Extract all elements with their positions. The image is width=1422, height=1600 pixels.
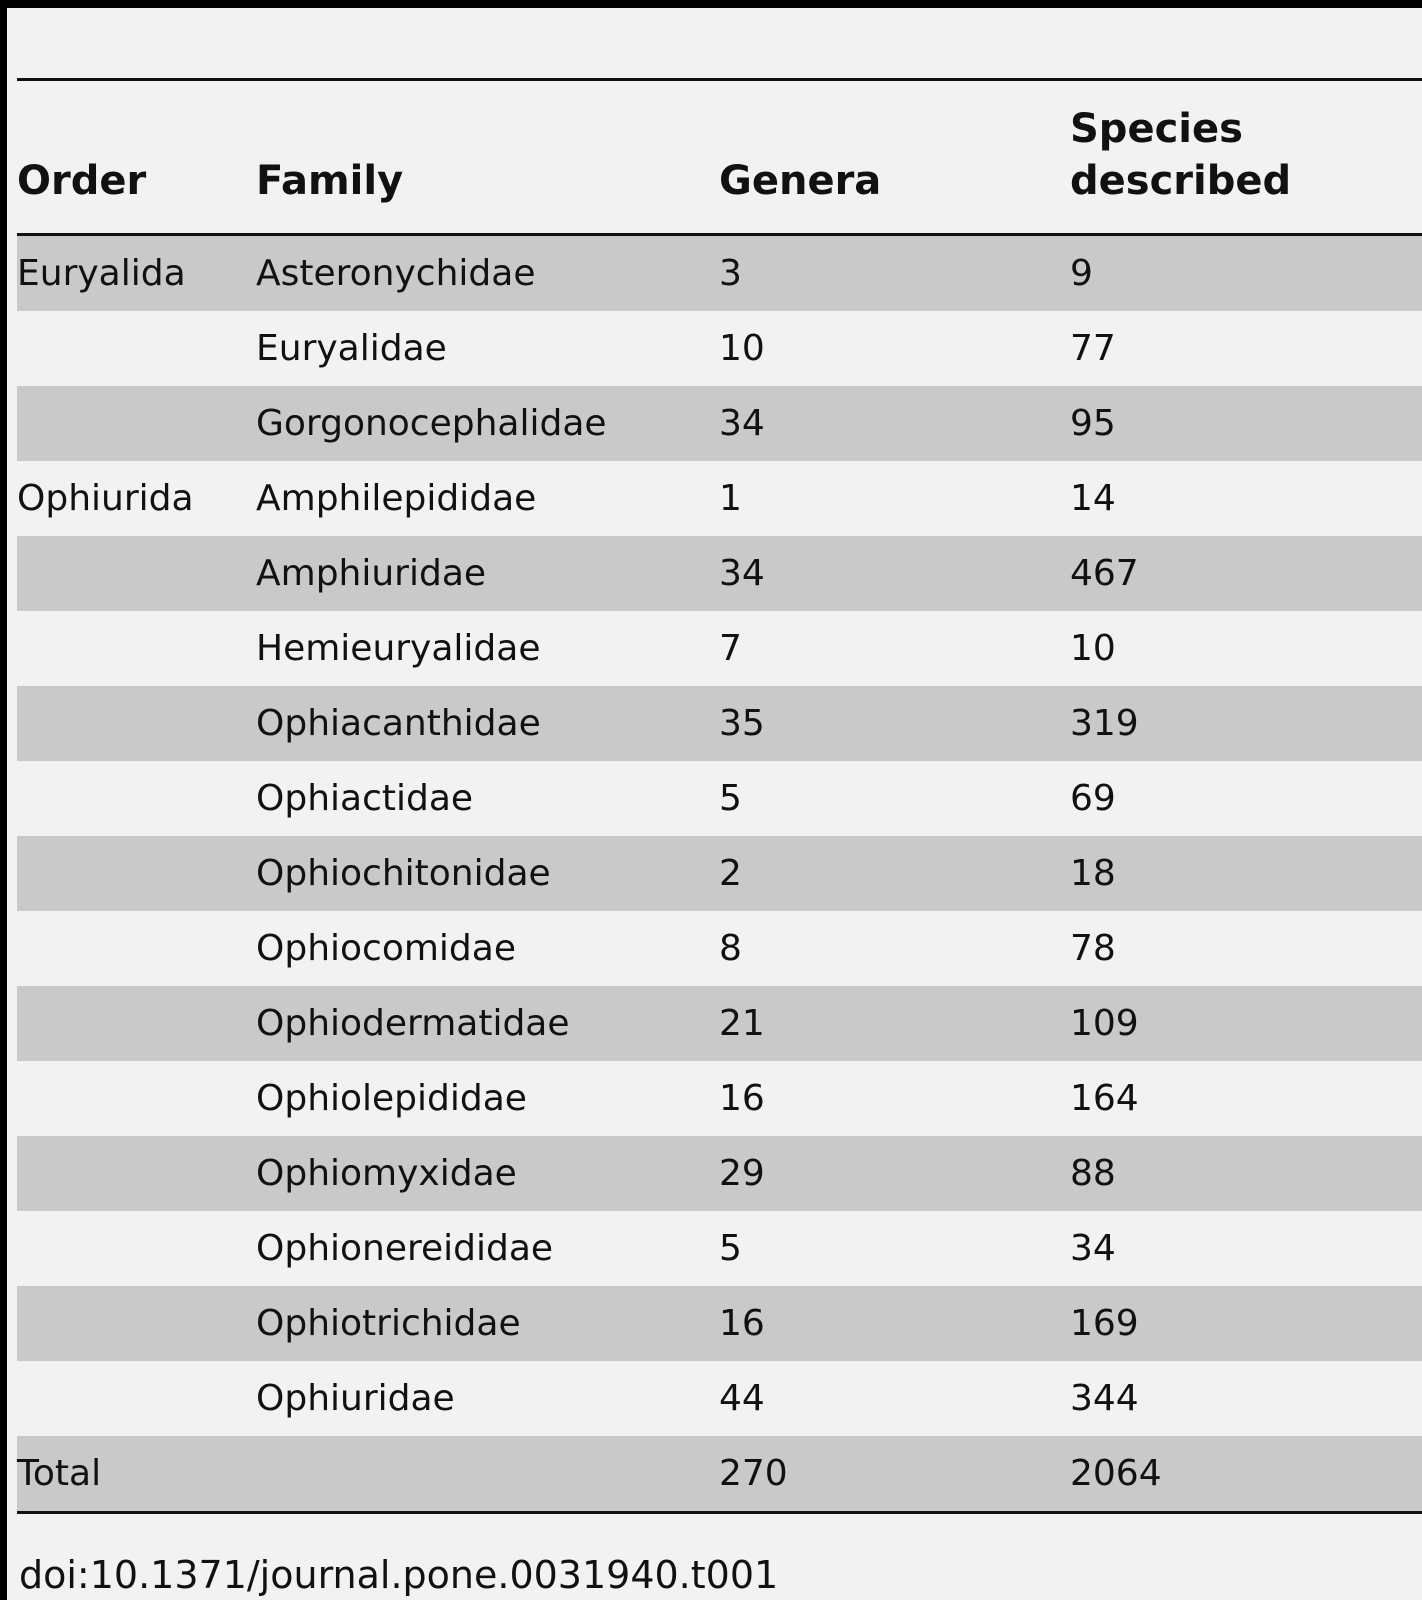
table-row — [17, 461, 1422, 536]
cell-species: 164 — [1070, 1078, 1139, 1119]
total-genera: 270 — [719, 1453, 788, 1494]
left-border — [0, 0, 7, 1600]
cell-family: Gorgonocephalidae — [256, 403, 607, 444]
cell-species: 34 — [1070, 1228, 1116, 1269]
cell-genera: 7 — [719, 628, 742, 669]
cell-species: 77 — [1070, 328, 1116, 369]
table-row — [17, 1211, 1422, 1286]
table-row — [17, 761, 1422, 836]
top-border — [0, 0, 1422, 8]
total-species: 2064 — [1070, 1453, 1162, 1494]
cell-species: 69 — [1070, 778, 1116, 819]
cell-genera: 3 — [719, 253, 742, 294]
cell-genera: 8 — [719, 928, 742, 969]
cell-genera: 21 — [719, 1003, 765, 1044]
cell-family: Ophiotrichidae — [256, 1303, 521, 1344]
cell-family: Ophiocomidae — [256, 928, 516, 969]
header-genera: Genera — [719, 158, 882, 204]
cell-species: 14 — [1070, 478, 1116, 519]
cell-species: 344 — [1070, 1378, 1139, 1419]
table-row — [17, 1361, 1422, 1436]
header-order: Order — [17, 158, 147, 204]
total-label: Total — [17, 1453, 102, 1494]
table-row — [17, 386, 1422, 461]
table-row — [17, 536, 1422, 611]
header-family: Family — [256, 158, 404, 204]
table-header — [17, 81, 1422, 236]
table-row — [17, 236, 1422, 311]
cell-family: Ophiomyxidae — [256, 1153, 517, 1194]
total-row — [17, 1436, 1422, 1514]
cell-species: 109 — [1070, 1003, 1139, 1044]
cell-family: Asteronychidae — [256, 253, 536, 294]
cell-species: 319 — [1070, 703, 1139, 744]
cell-species: 95 — [1070, 403, 1116, 444]
cell-genera: 5 — [719, 1228, 742, 1269]
cell-genera: 16 — [719, 1078, 765, 1119]
cell-family: Ophiuridae — [256, 1378, 455, 1419]
cell-genera: 16 — [719, 1303, 765, 1344]
cell-species: 18 — [1070, 853, 1116, 894]
cell-family: Hemieuryalidae — [256, 628, 541, 669]
taxonomy-table — [17, 78, 1422, 1514]
table-body — [17, 236, 1422, 1436]
table-row — [17, 986, 1422, 1061]
cell-order: Ophiurida — [17, 478, 194, 519]
table-row — [17, 311, 1422, 386]
cell-species: 78 — [1070, 928, 1116, 969]
cell-family: Ophiolepididae — [256, 1078, 527, 1119]
cell-species: 467 — [1070, 553, 1139, 594]
cell-genera: 10 — [719, 328, 765, 369]
cell-species: 9 — [1070, 253, 1093, 294]
cell-genera: 44 — [719, 1378, 765, 1419]
table-row — [17, 1286, 1422, 1361]
table-row — [17, 911, 1422, 986]
cell-genera: 34 — [719, 553, 765, 594]
header-species: Species described — [1070, 106, 1292, 204]
cell-species: 169 — [1070, 1303, 1139, 1344]
cell-genera: 29 — [719, 1153, 765, 1194]
cell-family: Amphilepididae — [256, 478, 537, 519]
cell-species: 88 — [1070, 1153, 1116, 1194]
cell-genera: 35 — [719, 703, 765, 744]
cell-family: Euryalidae — [256, 328, 447, 369]
cell-order: Euryalida — [17, 253, 186, 294]
cell-genera: 1 — [719, 478, 742, 519]
cell-species: 10 — [1070, 628, 1116, 669]
cell-genera: 2 — [719, 853, 742, 894]
doi-caption: doi:10.1371/journal.pone.0031940.t001 — [19, 1553, 779, 1597]
table-row — [17, 611, 1422, 686]
cell-family: Ophiactidae — [256, 778, 474, 819]
cell-genera: 34 — [719, 403, 765, 444]
cell-family: Amphiuridae — [256, 553, 487, 594]
cell-family: Ophionereididae — [256, 1228, 554, 1269]
table-row — [17, 1061, 1422, 1136]
table-row — [17, 836, 1422, 911]
table-row — [17, 1136, 1422, 1211]
cell-family: Ophiodermatidae — [256, 1003, 570, 1044]
cell-family: Ophiacanthidae — [256, 703, 541, 744]
cell-genera: 5 — [719, 778, 742, 819]
table-row — [17, 686, 1422, 761]
cell-family: Ophiochitonidae — [256, 853, 551, 894]
